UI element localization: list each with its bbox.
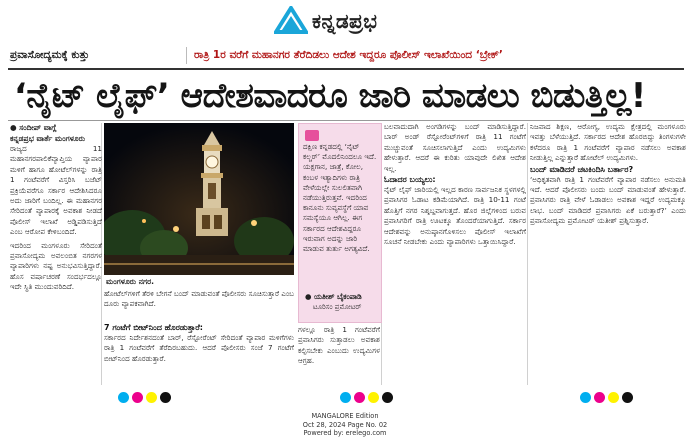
yellow-dot-icon — [608, 392, 619, 403]
article-column-5 — [530, 122, 686, 384]
paragraph: ಸರ್ಕಾರದ ನಿರ್ದೇಶನದಂತೆ ಬಾರ್, ರೆಸ್ಟೋರೆಂಟ್ ಸೇರಿದಂತೆ ವ್ಯಾಪಾರ ಮಳಿಗೆಗಳು ರಾತ್ರಿ 1 ಗಂಟೆವರೆಗೆ ತೆರೆದಿರಬಹುದು. ಆದರೆ ಪೊಲೀಸರು ಸಂಜೆ 7 ಗಂಟೆಗೆ ಬೀಟ್‌ನಿಂದ ಹೊರಡುತ್ತಾರೆ. — [104, 333, 294, 363]
boxout-author: ● ಯತೀಶ್ ಬೈಕಂಪಾಡಿ — [305, 292, 362, 301]
subheading: 7 ಗಂಟೆಗೆ ಬೀಟ್‌ನಿಂದ ಹೊರಡುತ್ತಾರೆ: — [104, 323, 204, 332]
paragraph: ನೈಟ್ ಲೈಫ್ ಜಾರಿಯಲ್ಲಿ ಇಲ್ಲದ ಕಾರಣ ಸಾರ್ವಜನಿಕ ಸ್ಥಳಗಳಲ್ಲಿ ಪ್ರವಾಸಿಗರ ಓಡಾಟ ಕಡಿಮೆಯಾಗಿದೆ. ರಾತ್ರಿ 10-11 ಗಂಟೆ ಹೊತ್ತಿಗೆ ನಗರ ನಿಶ್ಶಬ್ದವಾಗುತ್ತದೆ. ಹೊರ ಜಿಲ್ಲೆಗಳಿಂದ ಬರುವ ಪ್ರವಾಸಿಗರಿಗೆ ರಾತ್ರಿ ಊಟಕ್ಕೂ ತೊಂದರೆಯಾಗುತ್ತಿದೆ. ಸರ್ಕಾರ ಆದೇಶವನ್ನು ಅನುಷ್ಠಾನಗೊಳಿಸಲು ಪೊಲೀಸ್ ಇಲಾಖೆಗೆ ಸೂಚನೆ ನೀಡಬೇಕು ಎಂದು ವ್ಯಾಪಾರಿಗಳು ಒತ್ತಾಯಿಸಿದ್ದಾರೆ. — [384, 185, 526, 247]
magenta-dot-icon — [354, 392, 365, 403]
article-column-1 — [10, 122, 102, 422]
headline: ‘ನೈಟ್ ಲೈಫ್’ ಆದೇಶವಾದರೂ ಜಾರಿ ಮಾಡಲು ಬಿಡುತ್ತಿಲ್ಲ! — [14, 76, 646, 116]
article-column-3-lower: ಗಳಲ್ಲೂ ರಾತ್ರಿ 1 ಗಂಟೆವರೆಗೆ ಪ್ರವಾಸಿಗರು ಸುತ್ತಾಡಲು ಅವಕಾಶ ಕಲ್ಪಿಸಬೇಕು ಎಂಬುದು ಉದ್ಯಮಿಗಳ ಆಗ್ರಹ. — [298, 325, 380, 366]
edition-label: MANGALORE Edition — [311, 412, 379, 420]
magenta-dot-icon — [594, 392, 605, 403]
yellow-dot-icon — [146, 392, 157, 403]
clock-tower-illustration — [104, 123, 294, 275]
kicker-text: ರಾತ್ರಿ 1ರ ವರೆಗೆ ಮಹಾನಗರ ತೆರೆದಿಡಲು ಆದೇಶ ಇದ್ದರೂ ಪೊಲೀಸ್ ಇಲಾಖೆಯಿಂದ ‘ಬ್ರೇಕ್’ — [194, 49, 503, 61]
powered-by-label: Powered by: erelego.com — [303, 429, 387, 438]
cyan-dot-icon — [580, 392, 591, 403]
paragraph: ಇದರಿಂದ ಮಂಗಳೂರು ಸೇರಿದಂತೆ ಪ್ರವಾಸೋದ್ಯಮ ಅವಲಂಬಿತ ನಗರಗಳ ವ್ಯಾಪಾರಿಗಳು ನಷ್ಟ ಅನುಭವಿಸುತ್ತಿದ್ದಾರೆ. ಹೊಸ ವರ್ಷಾಚರಣೆ ಸಂದರ್ಭದಲ್ಲೂ ಇದೇ ಸ್ಥಿತಿ ಮುಂದುವರಿದಿದೆ. — [10, 240, 102, 292]
subheading: ಬಂದ್ ಮಾಡಿದರೆ ಚಟಕಿಂದಿಸಿ ಬರ್ತಾರ? — [530, 164, 634, 174]
subheading: ಓದಾದರ ಬಯ್ಯಲು: — [384, 175, 436, 185]
yellow-dot-icon — [368, 392, 379, 403]
cyan-dot-icon — [340, 392, 351, 403]
paragraph: ನಿಜವಾದ ಶಿಕ್ಷಣ, ಆರೋಗ್ಯ, ಉದ್ಯಮ ಕ್ಷೇತ್ರದಲ್ಲಿ ಮಂಗಳೂರು ಇವತ್ತು ಬೆಳೆಯುತ್ತಿದೆ. ಸರ್ಕಾರದ ಆದೇಶ ಹೊರಬಿದ್ದು ತಿಂಗಳುಗಳೇ ಕಳೆದರೂ ರಾತ್ರಿ 1 ಗಂಟೆವರೆಗೆ ವ್ಯಾಪಾರ ನಡೆಸಲು ಅವಕಾಶ ನೀಡುತ್ತಿಲ್ಲ ಎನ್ನುತ್ತಾರೆ ಹೋಟೆಲ್ ಉದ್ಯಮಿಗಳು. — [530, 122, 686, 163]
clock-tower-photo — [104, 123, 294, 275]
paragraph: ರಾಜ್ಯದ 11 ಮಹಾನಗರಪಾಲಿಕೆವ್ಯಾಪ್ತಿಯ ವ್ಯಾಪಾರ ಮಳಿಗೆ ಹಾಗೂ ಹೋಟೆಲ್‌ಗಳನ್ನು ರಾತ್ರಿ 1 ಗಂಟೆವರೆಗೆ ವಿಸ್ತರಿಸಿ ಬಜೆಟ್ ಪ್ರಕ್ರಿಯೆವರೆಗೂ ಸರ್ಕಾರ ಆದೇಶಿಸಿದರೂ ಅದು ಜಾರಿಗೆ ಬಂದಿಲ್ಲ. ಈ ಮಹಾನಗರ ಸೇರಿದಂತೆ ವ್ಯಾಪಾರಕ್ಕೆ ಅವಕಾಶ ನೀಡದೆ ಪೊಲೀಸ್ ಇಲಾಖೆ ಅಡ್ಡಿಪಡಿಸುತ್ತಿದೆ ಎಂಬ ಆರೋಪ ಕೇಳಿಬಂದಿದೆ. — [10, 144, 102, 237]
registration-marks-left — [118, 392, 171, 404]
speech-bubble-icon — [305, 130, 319, 141]
masthead — [0, 0, 690, 42]
article-column-4 — [384, 122, 526, 384]
magenta-dot-icon — [132, 392, 143, 403]
paragraph: ಹೋಟೆಲ್‌ಗಳಿಗೆ ತೆರಳಿ ಬೇಗನೆ ಬಂದ್ ಮಾಡುವಂತೆ ಪೊಲೀಸರು ಸೂಚಿಸುತ್ತಾರೆ ಎಂಬ ದೂರು ವ್ಯಾಪಕವಾಗಿದೆ. — [104, 289, 294, 309]
quote-boxout — [298, 123, 382, 323]
kicker-tag: ಪ್ರವಾಸೋದ್ಯಮಕ್ಕೆ ಕುತ್ತು — [10, 47, 93, 64]
kicker-divider — [186, 47, 187, 64]
logo-wordmark: ಕನ್ನಡಪ್ರಭ — [312, 9, 378, 33]
registration-marks-right — [580, 392, 633, 404]
paragraph: ‘ಅಧಿಕೃತವಾಗಿ ರಾತ್ರಿ 1 ಗಂಟೆವರೆಗೆ ವ್ಯಾಪಾರ ನಡೆಸಲು ಅನುಮತಿ ಇದೆ. ಆದರೆ ಪೊಲೀಸರು ಬಂದು ಬಂದ್ ಮಾಡುವಂತೆ ಹೇಳುತ್ತಾರೆ. ಪ್ರವಾಸಿಗರು ರಾತ್ರಿ ವೇಳೆ ಓಡಾಡಲು ಅವಕಾಶ ಇದ್ದರೆ ಉದ್ಯಮಕ್ಕೂ ಲಾಭ. ಬಂದ್ ಮಾಡಿದರೆ ಪ್ರವಾಸಿಗರು ಏಕೆ ಬರುತ್ತಾರೆ?’ ಎಂದು ಪ್ರವಾಸೋದ್ಯಮ ಪ್ರಮೋಟರ್ ಯತೀಶ್ ಪ್ರಶ್ನಿಸುತ್ತಾರೆ. — [530, 174, 686, 226]
black-dot-icon — [160, 392, 171, 403]
headline-rule — [8, 120, 684, 121]
paragraph: ಬಲವಾದುದಾಗಿ ಅಂಗಡಿಗಳನ್ನು ಬಂದ್ ಮಾಡಿಸುತ್ತಿದ್ದಾರೆ. ಬಾರ್ ಅಂಡ್ ರೆಸ್ಟೋರೆಂಟ್‌ಗಳಿಗೆ ರಾತ್ರಿ 11 ಗಂಟೆಗೆ ಮುಚ್ಚುವಂತೆ ಸೂಚಿಸಲಾಗುತ್ತಿದೆ ಎಂದು ಉದ್ಯಮಿಗಳು ಹೇಳುತ್ತಾರೆ. ಆದರೆ ಈ ಕುರಿತು ಯಾವುದೇ ಲಿಖಿತ ಆದೇಶ ಇಲ್ಲ. — [384, 122, 526, 173]
page-footer — [0, 412, 690, 438]
byline-desk: ಕನ್ನಡಪ್ರಭ ವಾರ್ತೆ ಮಂಗಳೂರು — [10, 134, 86, 143]
column-divider — [527, 123, 528, 385]
logo-triangle-icon — [274, 6, 308, 34]
cyan-dot-icon — [118, 392, 129, 403]
article-column-2-continued — [104, 322, 294, 382]
photo-caption: ಮಂಗಳೂರು ನಗರ. — [106, 277, 154, 286]
boxout-text: ದಕ್ಷಿಣ ಕನ್ನಡದಲ್ಲಿ ‘ನೈಟ್ ಕಲ್ಚರ್’ ಮೊದಲಿನಿಂದಲೂ ಇದೆ. ಯಕ್ಷಗಾನ, ಜಾತ್ರೆ, ಕೋಲ, ಕಂಬಳ ಇತ್ಯಾದಿಗಳು ರಾತ್ರಿ ವೇಳೆಯಲ್ಲೇ ಸುಲಲಿತವಾಗಿ ನಡೆಯುತ್ತಿರುತ್ತವೆ. ಇದರಿಂದ ಕಾನೂನು ಸುವ್ಯವಸ್ಥೆಗೆ ಯಾವ ಸಮಸ್ಯೆಯೂ ಆಗಿಲ್ಲ. ಈಗ ಸರ್ಕಾರದ ಆದೇಶವಿದ್ದರೂ ಇರುವಾಗ ಅದನ್ನು ಜಾರಿ ಮಾಡುವ ತುರ್ತು ಅಗತ್ಯವಿದೆ. — [303, 142, 377, 254]
article-column-2 — [104, 289, 294, 319]
date-page-label: Oct 28, 2024 Page No. 02 — [302, 420, 388, 429]
black-dot-icon — [622, 392, 633, 403]
registration-marks-center — [340, 392, 393, 404]
byline-name: ● ಸಂದೀಪ್ ವಾಗ್ಲೆ — [10, 123, 57, 132]
boxout-author-role: ಟೂರಿಸಂ ಪ್ರಮೋಟರ್ — [313, 303, 362, 311]
black-dot-icon — [382, 392, 393, 403]
top-rule — [8, 68, 684, 70]
